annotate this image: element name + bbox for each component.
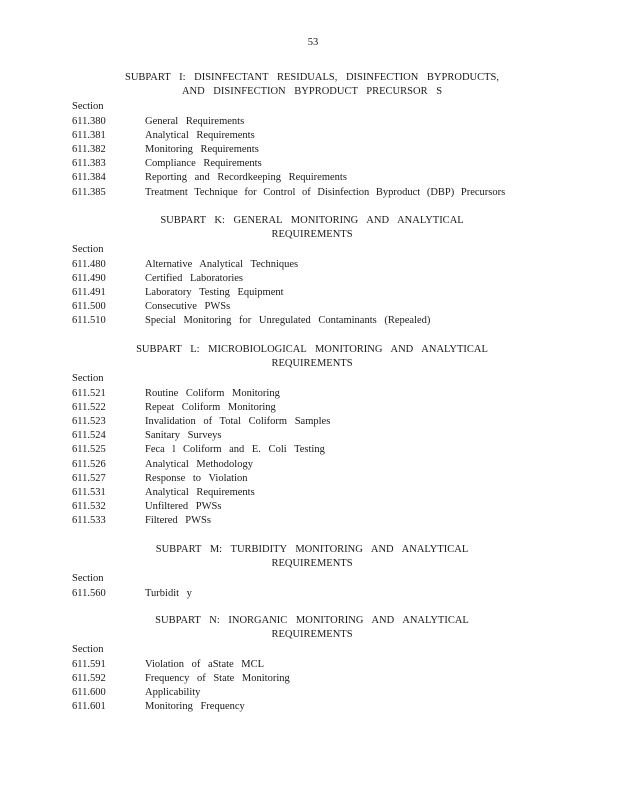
section-row: [72, 587, 552, 601]
section-number: 611.592: [72, 672, 106, 684]
subpart-heading-line2: REQUIREMENTS: [271, 358, 353, 370]
subpart-heading-line1: SUBPART K: GENERAL MONITORING AND ANALYTICAL: [160, 215, 464, 226]
section-label: Section: [72, 644, 104, 656]
section-row: [72, 429, 552, 443]
section-number: 611.601: [72, 701, 106, 713]
section-title: Filtered PWSs: [145, 515, 211, 527]
section-row: [72, 272, 552, 286]
section-number: 611.600: [72, 687, 106, 699]
section-row: [72, 186, 552, 200]
page-number: 53: [307, 37, 319, 48]
section-row: [72, 672, 552, 686]
section-title: Consecutive PWSs: [145, 301, 231, 313]
section-title: Monitoring Requirements: [145, 144, 259, 156]
section-title: Monitoring Frequency: [145, 701, 245, 713]
section-number: 611.526: [72, 458, 106, 470]
section-number: 611.533: [72, 515, 106, 527]
section-row: [72, 129, 552, 143]
section-title: Analytical Requirements: [145, 129, 255, 141]
section-title: Frequency of State Monitoring: [145, 672, 290, 684]
section-number: 611.380: [72, 115, 106, 127]
subpart-m: [72, 543, 552, 601]
section-number: 611.560: [72, 587, 106, 599]
section-row: [72, 115, 552, 129]
section-row: [72, 300, 552, 314]
section-row: [72, 458, 552, 472]
section-row: [72, 258, 552, 272]
section-row: [72, 157, 552, 171]
subpart-heading-line1: SUBPART N: INORGANIC MONITORING AND ANALYTICAL: [155, 615, 469, 626]
subpart-i: [72, 71, 552, 200]
section-row: [72, 443, 552, 457]
section-title: Analytical Methodology: [145, 458, 253, 470]
section-title: Compliance Requirements: [145, 158, 262, 170]
section-title: Special Monitoring for Unregulated Contaminants (Repealed): [145, 315, 431, 327]
section-row: [72, 314, 552, 328]
section-number: 611.525: [72, 444, 106, 456]
section-title: Applicability: [145, 687, 201, 699]
subpart-heading-line1: SUBPART L: MICROBIOLOGICAL MONITORING AND ANALYTICAL: [136, 344, 488, 355]
section-title: Sanitary Surveys: [145, 430, 222, 442]
subpart-n: [72, 614, 552, 714]
subpart-heading-line2: REQUIREMENTS: [271, 558, 353, 570]
section-row: [72, 500, 552, 514]
subpart-heading: [72, 71, 552, 99]
section-title: Violation of aState MCL: [145, 658, 265, 670]
section-row: [72, 514, 552, 528]
section-label: Section: [72, 373, 104, 385]
section-number: 611.480: [72, 258, 106, 270]
section-number: 611.491: [72, 287, 106, 299]
section-row: [72, 658, 552, 672]
section-title: Repeat Coliform Monitoring: [145, 401, 276, 413]
section-title: Alternative Analytical Techniques: [145, 258, 299, 270]
section-row: [72, 143, 552, 157]
subpart-k: [72, 214, 552, 329]
section-row: [72, 700, 552, 714]
section-row: [72, 415, 552, 429]
section-number: 611.500: [72, 301, 106, 313]
subpart-heading: [72, 214, 552, 242]
section-number: 611.591: [72, 658, 106, 670]
section-row: [72, 486, 552, 500]
section-number: 611.384: [72, 172, 106, 184]
section-row: [72, 401, 552, 415]
subpart-heading-line2: REQUIREMENTS: [271, 629, 353, 641]
section-number: 611.510: [72, 315, 106, 327]
section-label: Section: [72, 101, 104, 113]
section-title: Reporting and Recordkeeping Requirements: [145, 172, 347, 184]
subpart-heading-line2: REQUIREMENTS: [271, 229, 353, 241]
section-title: Turbidit y: [145, 587, 192, 599]
section-label: Section: [72, 244, 104, 256]
section-title: Laboratory Testing Equipment: [145, 287, 284, 299]
subpart-l: [72, 343, 552, 529]
subpart-heading: [72, 343, 552, 371]
subpart-heading-line1: SUBPART I: DISINFECTANT RESIDUALS, DISINFECTION BYPRODUCTS,: [124, 72, 499, 83]
section-number: 611.532: [72, 501, 106, 513]
section-number: 611.522: [72, 401, 106, 413]
section-title: Routine Coliform Monitoring: [145, 387, 280, 399]
section-title: Feca l Coliform and E. Coli Testing: [145, 444, 325, 456]
section-number: 611.382: [72, 144, 106, 156]
section-number: 611.521: [72, 387, 106, 399]
section-row: [72, 286, 552, 300]
section-label: Section: [72, 573, 104, 585]
section-number: 611.381: [72, 129, 106, 141]
section-title: Treatment Technique for Control of Disinfection Byproduct (DBP) Precursors: [145, 186, 506, 198]
section-number: 611.531: [72, 487, 106, 499]
subpart-heading: [72, 614, 552, 642]
section-row: [72, 472, 552, 486]
subpart-heading-line2: AND DISINFECTION BYPRODUCT PRECURSOR S: [181, 86, 443, 98]
section-number: 611.385: [72, 186, 106, 198]
section-row: [72, 171, 552, 185]
section-row: [72, 387, 552, 401]
section-number: 611.490: [72, 272, 106, 284]
section-number: 611.383: [72, 158, 106, 170]
section-number: 611.527: [72, 472, 106, 484]
section-title: Invalidation of Total Coliform Samples: [145, 416, 331, 428]
subpart-heading: [72, 543, 552, 571]
section-number: 611.523: [72, 416, 106, 428]
section-title: General Requirements: [145, 115, 245, 127]
subpart-heading-line1: SUBPART M: TURBIDITY MONITORING AND ANALYTICAL: [155, 544, 469, 555]
section-title: Analytical Requirements: [145, 487, 255, 499]
section-row: [72, 686, 552, 700]
section-title: Certified Laboratories: [145, 272, 244, 284]
section-number: 611.524: [72, 430, 106, 442]
section-title: Unfiltered PWSs: [145, 501, 222, 513]
section-title: Response to Violation: [145, 472, 248, 484]
